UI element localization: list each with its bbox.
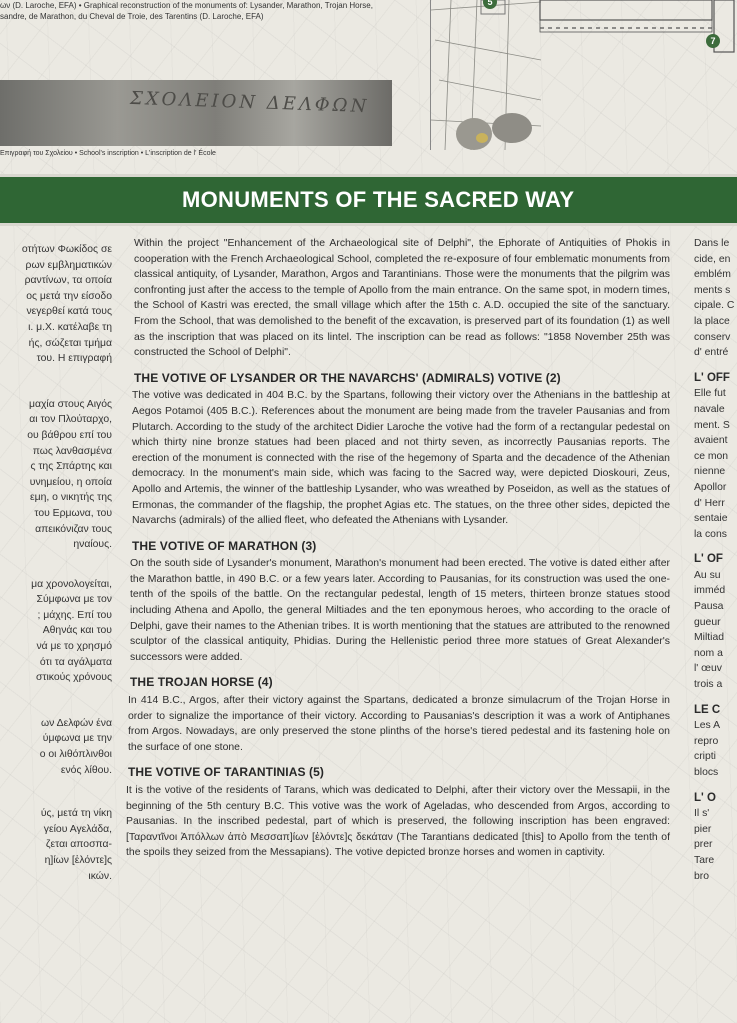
section-text-trojan-horse: In 414 B.C., Argos, after their victory against the Spartans, dedicated a bronze simulacrum of the Trojan Horse in order to signalize the importance of their victory. According to Pausanias's description it was a work of Antiphanes from Argos. Nowadays, are only preserved the stone plinths of the horse's tiered pedestal and its fastening hole on the surface of one stone. bbox=[128, 695, 670, 753]
greek-line: οτήτων Φωκίδος σε bbox=[21, 244, 112, 255]
greek-lysander-block bbox=[0, 397, 112, 553]
english-text-column bbox=[124, 236, 670, 861]
french-line: d' entré bbox=[694, 347, 729, 359]
french-heading-marathon: L' OF bbox=[694, 553, 723, 566]
greek-horse-block bbox=[0, 716, 112, 778]
french-line: sentaie bbox=[694, 513, 728, 525]
greek-line: ς της Σπάρτης και bbox=[30, 461, 112, 473]
french-line: Les A bbox=[694, 720, 720, 732]
french-line: trois a bbox=[694, 679, 723, 691]
french-line: navale bbox=[694, 403, 725, 415]
french-line: Dans le bbox=[694, 238, 730, 249]
section-heading-tarantinians: THE VOTIVE OF TARANTINIAS (5) bbox=[128, 765, 325, 780]
greek-line: ι. μ.Χ. κατέλαβε τη bbox=[28, 321, 112, 333]
french-line: ments s bbox=[694, 284, 731, 296]
section-heading-marathon: THE VOTIVE OF MARATHON (3) bbox=[132, 538, 317, 553]
greek-line: στικούς χρόνους bbox=[35, 672, 112, 684]
greek-line: ενός λίθου. bbox=[60, 764, 112, 776]
greek-marathon-block bbox=[0, 577, 112, 686]
greek-line: ; μάχης. Επί του bbox=[37, 609, 112, 621]
french-line: imméd bbox=[694, 585, 726, 597]
french-line: la place bbox=[694, 315, 730, 327]
greek-line: ραντίνων, τα οποία bbox=[24, 275, 112, 287]
monument-plan-outline bbox=[538, 0, 737, 58]
french-heading-tarantinians: L' O bbox=[694, 791, 716, 804]
greek-line: ύμφωνα με την bbox=[42, 733, 112, 745]
french-line: d' Herr bbox=[694, 497, 725, 509]
greek-intro-block bbox=[0, 242, 112, 367]
greek-line: υνημείου, η οποία bbox=[29, 476, 112, 488]
french-horse-block bbox=[694, 718, 737, 780]
greek-line: ος μετά την είσοδο bbox=[26, 290, 112, 302]
french-line: ment. S bbox=[694, 419, 730, 431]
greek-line: ότι τα αγάλματα bbox=[39, 656, 112, 668]
greek-line: γείου Αγελάδα, bbox=[43, 823, 112, 835]
greek-line: η]ίων [ἑλόντε]ς bbox=[44, 855, 112, 866]
intro-paragraph: Within the project "Enhancement of the Archaeological site of Delphi", the Ephorate of Antiquities of Phokis in cooperation with the French Archaeological School, completed the re-exposure of four emblematic monuments from classical antiquity, of Lysander, Marathon, Argos and Tarantinians. Those were the monuments that the pilgrim was confronting just after the access to the temple of Apollo from the main entrance. On the same spot, in modern times, the School of Kastri was erected, the small village which after the 15th c. A.D. occupied the site of the sanctuary. From the School, that was demolished to the benefit of the excavation, is preserved part of its foundation (1) as well as the inscription that was placed on its lintel. The inscription can be read as follows: "1858 November 25th was constructed the School of Delphi". bbox=[134, 238, 670, 359]
greek-line: ζεται αποσπα- bbox=[45, 839, 112, 851]
french-line: Pausa bbox=[694, 601, 724, 613]
school-inscription-photo bbox=[0, 80, 392, 146]
french-line: cide, en bbox=[694, 253, 731, 265]
french-line: conserv bbox=[694, 331, 731, 343]
french-line: la cons bbox=[694, 528, 727, 540]
french-line: nienne bbox=[694, 466, 726, 478]
french-tarantinians-block bbox=[694, 806, 737, 884]
french-heading-horse: LE C bbox=[694, 703, 721, 716]
french-marathon-block bbox=[694, 568, 737, 693]
greek-line: μαχία στους Αιγός bbox=[28, 398, 112, 410]
page-title: MONUMENTS OF THE SACRED WAY bbox=[182, 187, 575, 212]
french-line: prer bbox=[694, 839, 713, 851]
french-line: nom a bbox=[694, 647, 723, 659]
french-heading-lysander: L' OFF bbox=[694, 371, 730, 384]
greek-line: ρων εμβληματικών bbox=[25, 259, 112, 271]
french-line: Tare bbox=[694, 854, 715, 866]
greek-line: Αθηνάς και του bbox=[42, 625, 112, 637]
greek-line: ής, σώζεται τμήμα bbox=[28, 337, 112, 349]
french-line: blocs bbox=[694, 767, 719, 778]
greek-tarantinians-block bbox=[0, 806, 112, 884]
french-line: cipale. C bbox=[694, 300, 735, 312]
section-text-marathon: On the south side of Lysander's monument, Marathon's monument had been erected. The votive is dated either after the Marathon battle, in 490 B.C. or a few years later. According to Pausanias, for its construction was used the one-tenth of the spoils of the battle. On the rectangular pedestal, length of 15 meters, thirteen bronze statues stood including Athena and Apollo, the general Miltiades and the ten eponymous heroes, who according to the oracle of Delphi, gave their names to the Athenian tribes. It is worth mentioning that the statues are attributed to the renowned sculptor of the classical antiquity, Phidias. During the Hellenistic period three more statues of Great Alexander's successors were added. bbox=[130, 558, 670, 663]
caption-line-2: sandre, de Marathon, du Cheval de Troie, des Tarentins (D. Laroche, EFA) bbox=[0, 12, 264, 21]
stone-plinths-photo bbox=[452, 108, 538, 156]
section-heading-lysander: THE VOTIVE OF LYSANDER OR THE NAVARCHS' (ADMIRALS) VOTIVE (2) bbox=[134, 370, 561, 385]
french-line: Il s' bbox=[694, 808, 710, 820]
reconstruction-caption bbox=[0, 0, 380, 22]
greek-line: Σύμφωνα με τον bbox=[36, 594, 112, 606]
greek-line: νεγερθεί κατά τους bbox=[26, 306, 112, 318]
greek-line: πως λανθασμένα bbox=[32, 445, 112, 457]
french-line: pier bbox=[694, 823, 712, 835]
french-line: l' œuv bbox=[694, 663, 722, 675]
french-line: emblém bbox=[694, 269, 731, 281]
french-line: cripti bbox=[694, 751, 716, 763]
greek-line: ου βάθρου επί του bbox=[27, 429, 112, 441]
greek-line: του Ερμωνα, του bbox=[34, 507, 112, 519]
section-text-tarantinians: It is the votive of the residents of Tarans, which was dedicated to Delphi, after their victory over the Messapii, in the beginning of the 5th century B.C. This votive was the work of Ageladas, who descended from Argos, according to Pausanias. In the inscribed pedestal, part of which is preserved, the following inscription has been engraved: [Ταραντῖνοι Ἀπόλλων ἀπὸ Μεσσαπ]ίων [ἑλόντε]ς δεκάταν (The Tarantians dedicated [this] to Apollo from the tenth of the spoils they seized from the Messapians). The votive depicted bronze horses and women in captivity. bbox=[126, 785, 670, 859]
french-text-column bbox=[694, 236, 737, 884]
greek-line: ων Δελφών ένα bbox=[41, 717, 112, 729]
french-line: Elle fut bbox=[694, 388, 726, 400]
french-lysander-block bbox=[694, 386, 737, 542]
greek-text-column bbox=[0, 242, 112, 899]
french-line: bro bbox=[694, 870, 710, 882]
french-line: repro bbox=[694, 735, 719, 747]
french-intro-block bbox=[694, 236, 737, 361]
french-line: avaient bbox=[694, 435, 728, 447]
carved-inscription-texture: ΣΧΟΛΕΙΟΝ ΔΕΛΦΩΝ bbox=[129, 87, 370, 118]
french-line: ce mon bbox=[694, 450, 729, 462]
section-heading-trojan-horse: THE TROJAN HORSE (4) bbox=[130, 675, 273, 690]
greek-line: ο οι λιθόπλινθοι bbox=[39, 749, 112, 761]
photo-caption: Επιγραφή του Σχολείου • School's inscription • L'inscription de l' École bbox=[0, 150, 216, 157]
french-line: Au su bbox=[694, 569, 721, 581]
greek-line: του. Η επιγραφή bbox=[36, 353, 112, 365]
greek-line: ύς, μετά τη νίκη bbox=[40, 808, 112, 820]
title-banner bbox=[0, 174, 737, 226]
plan-marker-5: 5 bbox=[483, 0, 497, 9]
greek-line: εμη, ο νικητής της bbox=[30, 492, 112, 504]
plan-marker-7: 7 bbox=[706, 34, 720, 48]
caption-line-1: ων (D. Laroche, EFA) • Graphical reconstruction of the monuments of: Lysander, Marathon, Trojan Horse, bbox=[0, 1, 373, 10]
greek-line: αι τον Πλούταρχο, bbox=[29, 414, 112, 426]
greek-line: νά με το χρησμό bbox=[36, 641, 112, 653]
french-line: Miltiad bbox=[694, 632, 725, 644]
greek-line: απεικόνιζαν τους bbox=[35, 523, 112, 535]
french-line: gueur bbox=[694, 616, 721, 628]
greek-line: ηναίους. bbox=[73, 539, 112, 551]
greek-line: ικών. bbox=[88, 870, 112, 882]
greek-line: μα χρονολογείται, bbox=[31, 578, 112, 590]
section-text-lysander: The votive was dedicated in 404 B.C. by the Spartans, following their victory over the Athenians in the battleship at Aegos Potamoi (405 B.C.). References about the monument are being made from the traveler Pausanias and from Plutarch. According to the study of the architect Didier Laroche the votive had the form of a rectangular pedestal on which thirty nine bronze statues had been placed and not thirty seven, as incorrectly Pausanias reports. The erection of the monument is connected with the rise of the hegemony of Sparta and the decadence of the Athenian democracy. In the monument's main side, which was facing to the Sacred way, were depicted Dioskouri, Zeus, Apollo and Artemis, the winner of the battleship Lysander, who was wreathed by Poseidon, as well as the statues of Ermonas, the commander of the flagship, the prophet Agias etc. The statues, on the three other sides, depicted the Navarchs (admirals) of the allied fleet, who defeated the Athenians with Lysander. bbox=[132, 390, 670, 527]
french-line: Apollor bbox=[694, 481, 727, 493]
